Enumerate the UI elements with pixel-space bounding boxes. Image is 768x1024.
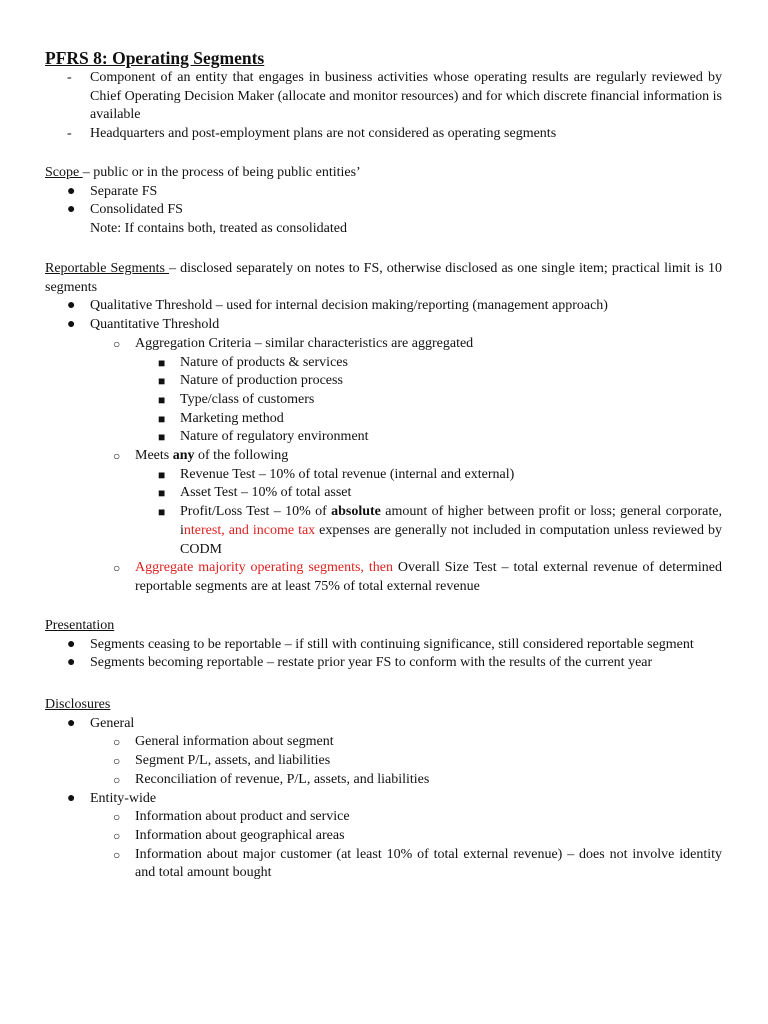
list-item: ● General [45,715,722,734]
circle-marker: ○ [113,772,121,787]
scope-heading: Scope [45,165,83,180]
list-item: ■ Nature of production process [45,372,722,391]
bullet-marker: ● [67,636,76,652]
circle-marker: ○ [113,810,121,825]
list-item: ○ Meets any of the following [45,447,722,466]
document-title: PFRS 8: Operating Segments [45,48,265,68]
circle-marker: ○ [113,828,121,843]
circle-marker: ○ [113,561,121,576]
list-item: ● Quantitative Threshold [45,316,722,335]
highlight-text: Aggregate majority operating segments, then [135,560,393,576]
list-item: ● Separate FS [45,183,722,202]
list-item: ● Entity-wide [45,790,722,809]
circle-marker: ○ [113,754,121,769]
square-marker: ■ [158,486,166,501]
scope-note: Note: If contains both, treated as consolidated [90,221,347,237]
circle-marker: ○ [113,847,121,862]
list-item: - Headquarters and post-employment plans are not considered as operating segments [45,125,722,144]
dash-marker: - [67,70,72,85]
list-item: ■ Nature of regulatory environment [45,428,722,447]
list-item: ○ Information about major customer (at least 10% of total external revenue) – does not involve identity and total amount bought [113,846,722,881]
list-item: ○ Information about geographical areas [45,827,722,846]
disclosures-section [45,696,722,883]
square-marker: ■ [158,374,166,389]
list-item: - Component of an entity that engages in business activities whose operating results are regularly reviewed by Chief Operating Decision Maker (allocate and monitor resources) and for which discrete financial information is available [67,70,722,123]
reportable-desc: – disclosed separately on notes to FS, otherwise disclosed as one single item; practical limit is 10 segments [45,261,722,295]
list-item: ■ Profit/Loss Test – 10% of absolute amount of higher between profit or loss; general corporate, interest, and income tax expenses are generally not included in computation unless reviewed by CODM [158,504,722,557]
circle-marker: ○ [113,449,121,464]
reportable-heading: Reportable Segments [45,261,169,276]
list-item: ■ Marketing method [45,410,722,429]
square-marker: ■ [158,355,166,370]
list-item: ● Consolidated FS [45,201,722,220]
list-item: ■ Revenue Test – 10% of total revenue (internal and external) [45,466,722,485]
list-item: ○ Aggregation Criteria – similar characteristics are aggregated [45,335,722,354]
reportable-section [45,260,722,597]
disclosures-heading: Disclosures [45,697,111,712]
list-item: ■ Type/class of customers [45,391,722,410]
bullet-marker: ● [67,790,76,806]
list-item: ○ Reconciliation of revenue, P/L, assets, and liabilities [45,771,722,790]
list-item: ■ Asset Test – 10% of total asset [45,484,722,503]
list-item: ○ Segment P/L, assets, and liabilities [45,752,722,771]
square-marker: ■ [158,430,166,445]
list-item: ○ Information about product and service [45,808,722,827]
bullet-marker: ● [67,317,76,333]
bullet-marker: ● [67,202,76,218]
highlight-text: nterest, and income tax [183,522,316,538]
square-marker: ■ [158,392,166,407]
bullet-marker: ● [67,183,76,199]
square-marker: ■ [158,411,166,426]
bullet-marker: ● [67,715,76,731]
list-item: ● Qualitative Threshold – used for internal decision making/reporting (management approach) [45,297,722,316]
scope-desc: – public or in the process of being public entities’ [82,165,361,180]
square-marker: ■ [158,505,166,520]
list-item: ● Segments ceasing to be reportable – if still with continuing significance, still considered reportable segment [45,636,722,655]
bullet-marker: ● [67,655,76,671]
scope-section [45,164,722,239]
presentation-section [45,617,722,673]
presentation-heading: Presentation [45,618,115,633]
circle-marker: ○ [113,735,121,750]
dash-marker: - [67,126,72,142]
list-item: ○ General information about segment [45,733,722,752]
list-item: ○ Aggregate majority operating segments, then Overall Size Test – total external revenue of determined reportable segments are at least 75% of total external revenue [113,560,722,594]
list-item: ● Segments becoming reportable – restate prior year FS to conform with the results of the current year [45,654,722,673]
circle-marker: ○ [113,336,121,351]
square-marker: ■ [158,467,166,482]
list-item: ■ Nature of products & services [45,354,722,373]
intro-section [45,69,722,144]
bullet-marker: ● [67,298,76,314]
